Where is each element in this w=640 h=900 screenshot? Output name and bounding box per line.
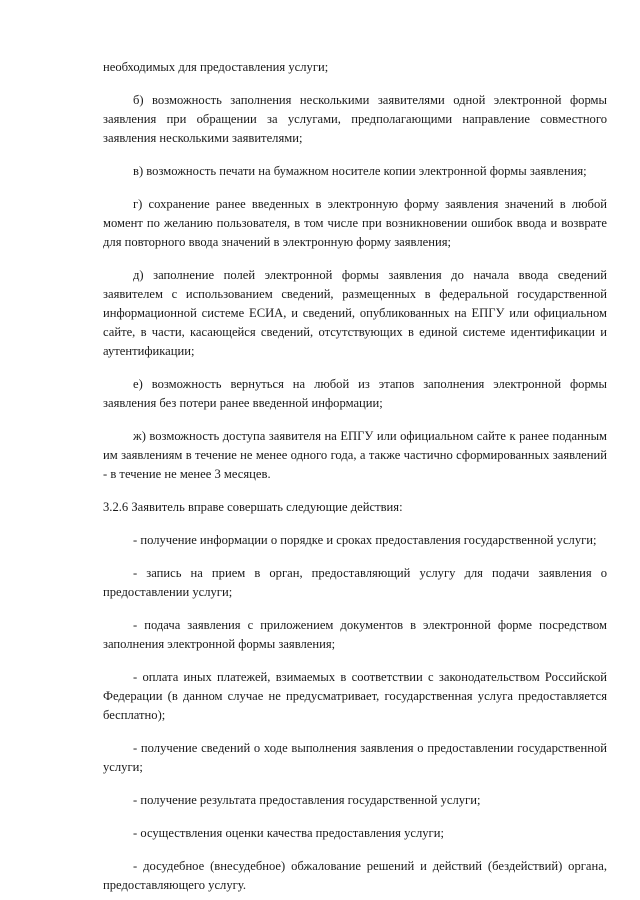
paragraph-item-v: в) возможность печати на бумажном носителе копии электронной формы заявления; bbox=[133, 164, 587, 178]
list-item-info: - получение информации о порядке и сроках предоставления государственной услуги; bbox=[133, 533, 597, 547]
list-item-result: - получение результата предоставления государственной услуги; bbox=[133, 793, 481, 807]
list-item-quality: - осуществления оценки качества предоставления услуги; bbox=[133, 826, 444, 840]
paragraph-item-zh: ж) возможность доступа заявителя на ЕПГУ или официальном сайте к ранее поданным им заявлениям в течение не менее одного года, а также частично сформированных заявлений - в течение не менее 3 месяцев. bbox=[103, 429, 607, 481]
paragraph-item-d: д) заполнение полей электронной формы заявления до начала ввода сведений заявителем с использованием сведений, размещенных в федеральной государственной информационной системе ЕСИА, и сведений, опубликованных на ЕПГУ или официальном сайте, в части, касающейся сведений, отсутствующих в единой системе идентификации и аутентификации; bbox=[103, 268, 607, 358]
paragraph-item-g: г) сохранение ранее введенных в электронную форму заявления значений в любой момент по желанию пользователя, в том числе при возникновении ошибок ввода и возврате для повторного ввода значений в электронную форму заявления; bbox=[103, 197, 607, 249]
list-item-submission: - подача заявления с приложением документов в электронной форме посредством заполнения электронной формы заявления; bbox=[103, 618, 607, 651]
section-heading-3-2-6: 3.2.6 Заявитель вправе совершать следующие действия: bbox=[103, 500, 403, 514]
list-item-status: - получение сведений о ходе выполнения заявления о предоставлении государственной услуги; bbox=[103, 741, 607, 774]
list-item-appeal: - досудебное (внесудебное) обжалование решений и действий (бездействий) органа, предоставляющего услугу. bbox=[103, 859, 607, 892]
paragraph-item-e: е) возможность вернуться на любой из этапов заполнения электронной формы заявления без потери ранее введенной информации; bbox=[103, 377, 607, 410]
paragraph-continuation: необходимых для предоставления услуги; bbox=[103, 60, 329, 74]
paragraph-item-b: б) возможность заполнения несколькими заявителями одной электронной формы заявления при обращении за услугами, предполагающими направление совместного заявления несколькими заявителями; bbox=[103, 93, 607, 145]
list-item-payment: - оплата иных платежей, взимаемых в соответствии с законодательством Российской Федерации (в данном случае не предусматривает, государственная услуга предоставляется бесплатно); bbox=[103, 670, 607, 722]
document-body bbox=[103, 58, 607, 895]
list-item-appointment: - запись на прием в орган, предоставляющий услугу для подачи заявления о предоставлении услуги; bbox=[103, 566, 607, 599]
